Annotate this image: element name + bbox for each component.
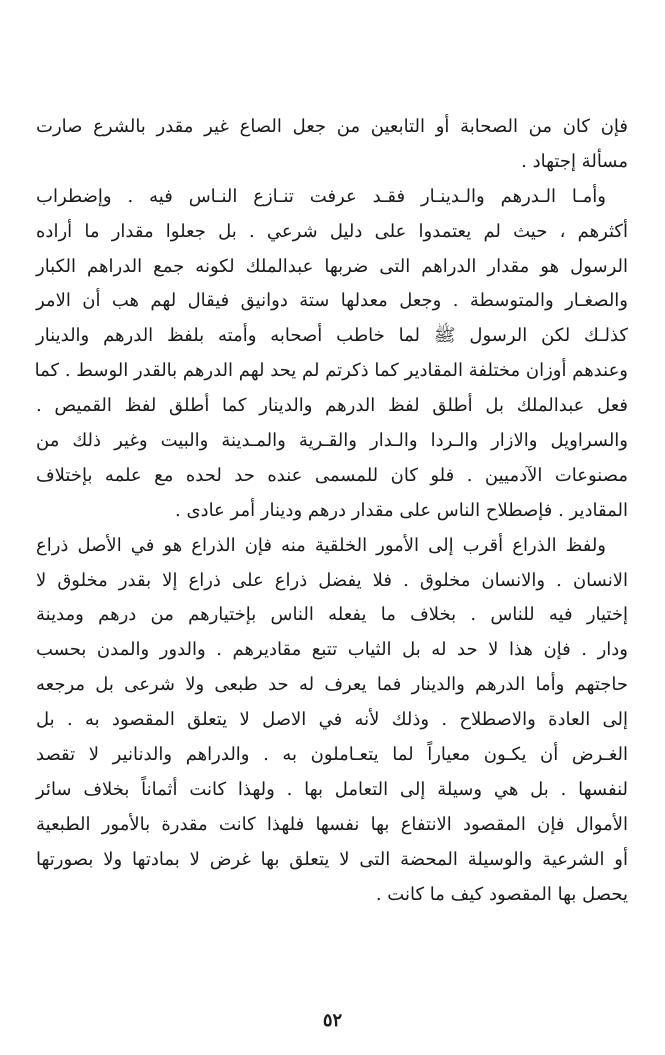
text-line: والصغـار والمتوسطة . وجعل معدلها ستة دوانيق فيقال لهم هب أن الامر [36, 290, 628, 312]
text-line: فعل عبدالملك بل أطلق لفظ الدرهم والدينار كما أطلق لفظ القميص . [36, 395, 628, 417]
text-line: وعندهم أوزان مختلفة المقادير كما ذكرتم لم يحد لهم الدرهم بالقدر الوسط . كما [34, 360, 628, 382]
text-line: إلى العادة والاصطلاح . وذلك لأنه في الاصل لا يتعلق المقصود به . بل [36, 709, 628, 731]
text-line: والسراويل والازار والـردا والـدار والقـرية والمـدينة والبيت وغير ذلك من [36, 430, 628, 452]
text-line: يحصل بها المقصود كيف ما كانت . [375, 883, 628, 905]
text-line: إختيار فيه للناس . بخلاف ما يفعله الناس بإختيارهم من درهم ومدينة [36, 604, 628, 626]
text-line: أو الشرعية والوسيلة المحضة التى لا يتعلق بها غرض لا بمادتها ولا بصورتها [36, 848, 628, 870]
body-text [36, 110, 628, 912]
text-line: كذلـك لكن الرسول ﷺ لما خاطب أصحابه وأمته بلفظ الدرهم والدينار [36, 325, 628, 347]
text-line: الغـرض أن يكـون معياراً لما يتعـاملون به . والدراهم والدنانير لا تقصد [36, 744, 628, 766]
text-line: حاجتهم وأما الدرهم والدينار فما يعرف له حد طبعى ولا شرعى بل مرجعه [36, 674, 628, 696]
text-line: لنفسها . بل هي وسيلة إلى التعامل بها . ولهذا كانت أثماناً بخلاف سائر [36, 778, 628, 800]
text-line: المقادير . فإصطلاح الناس على مقدار درهم ودينار أمر عادى . [175, 499, 628, 521]
text-line: الرسول هو مقدار الدراهم التى ضربها عبدالملك لكونه جمع الدراهم الكبار [36, 255, 628, 277]
text-line: ودار . فإن هذا لا حد له بل الثياب تتبع مقاديرهم . والدور والمدن بحسب [36, 639, 628, 661]
text-line: الانسان . والانسان مخلوق . فلا يفضل ذراع على ذراع إلا بقدر مخلوق لا [36, 569, 628, 591]
text-line: أكثرهم ، حيث لم يعتمدوا على دليل شرعي . بل جعلوا مقدار ما أراده [36, 220, 628, 242]
text-line: وأمـا الـدرهم والـدينـار فقـد عرفت تنـازع النـاس فيه . وإضطراب [36, 185, 606, 207]
text-line: ولفظ الذراع أقرب إلى الأمور الخلقية منه فإن الذراع هو في الأصل ذراع [36, 534, 606, 556]
text-line: الأموال فإن المقصود الانتفاع بها نفسها فلهذا كانت مقدرة بالأمور الطبعية [36, 813, 628, 835]
text-line: فإن كان من الصحابة أو التابعين من جعل الصاع غير مقدر بالشرع صارت [36, 116, 628, 137]
text-line: مسألة إجتهاد . [521, 150, 628, 172]
text-line: مصنوعات الآدميين . فلو كان للمسمى عنده حد لحده مع علمه بإختلاف [36, 464, 628, 486]
page-number: ٥٢ [322, 1010, 343, 1031]
